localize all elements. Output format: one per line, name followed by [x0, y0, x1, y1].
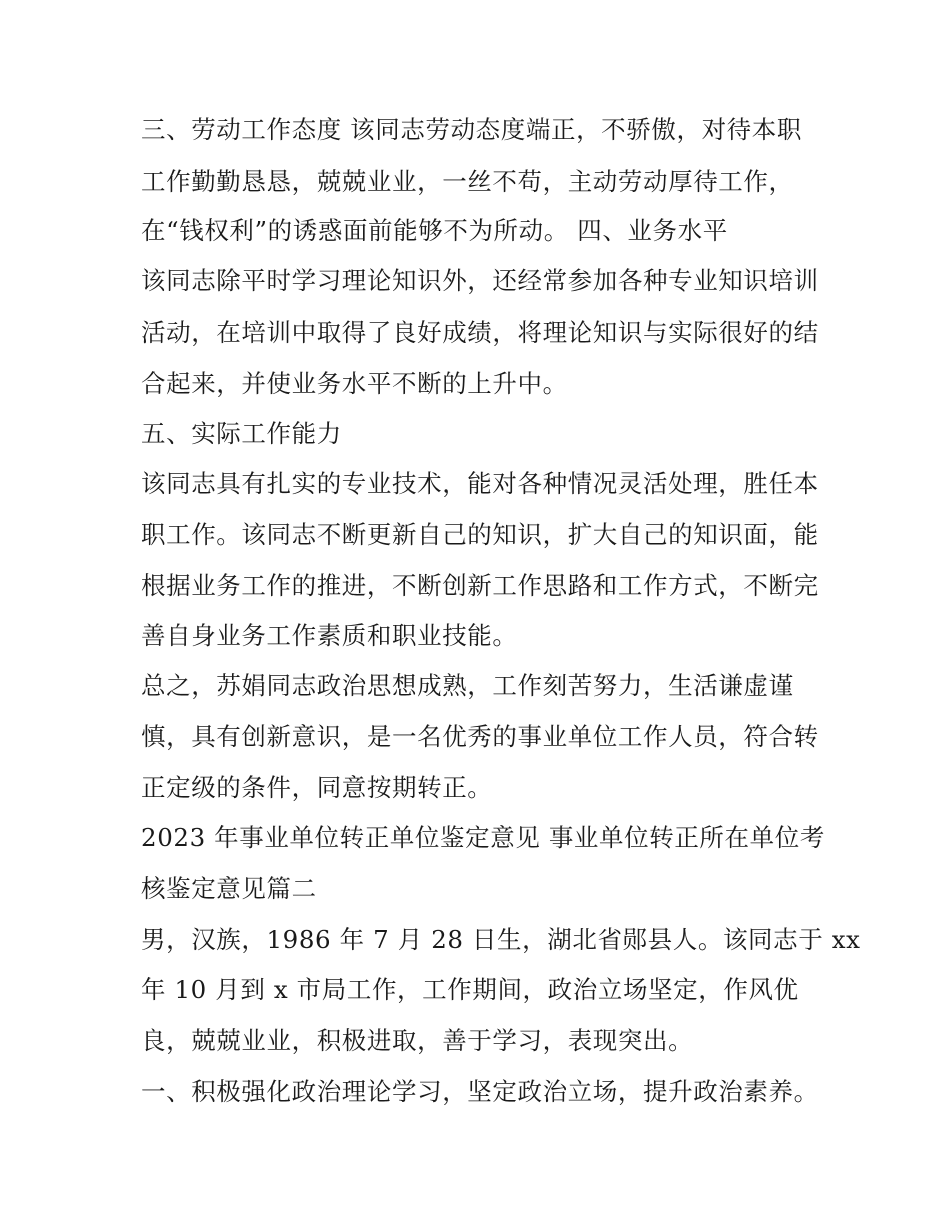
text-line: 工作勤勤恳恳，兢兢业业，一丝不苟，主动劳动厚待工作， [141, 167, 794, 196]
text-line: 合起来，并使业务水平不断的上升中。 [141, 369, 568, 398]
text-line: 善自身业务工作素质和职业技能。 [141, 621, 518, 650]
text-line: 该同志除平时学习理论知识外，还经常参加各种专业知识培训 [141, 266, 819, 295]
text-line: 在“钱权利”的诱惑面前能够不为所动。 四、业务水平 [141, 216, 728, 245]
text-line: 正定级的条件，同意按期转正。 [141, 773, 493, 802]
text-line: 总之，苏娟同志政治思想成熟，工作刻苦努力，生活谦虚谨 [141, 671, 794, 700]
text-line: 良，兢兢业业，积极进取，善于学习，表现突出。 [141, 1026, 694, 1055]
section-heading: 五、实际工作能力 [141, 419, 342, 448]
article-title: 核鉴定意见篇二 [141, 874, 317, 903]
section-heading: 一、积极强化政治理论学习，坚定政治立场，提升政治素养。 [141, 1077, 819, 1106]
text-line: 年 10 月到 x 市局工作，工作期间，政治立场坚定，作风优 [141, 975, 799, 1004]
text-line: 男，汉族，1986 年 7 月 28 日生，湖北省郧县人。该同志于 xx [141, 925, 861, 954]
text-line: 慎，具有创新意识，是一名优秀的事业单位工作人员，符合转 [141, 722, 819, 751]
text-line: 职工作。该同志不断更新自己的知识，扩大自己的知识面，能 [141, 520, 819, 549]
text-line: 该同志具有扎实的专业技术，能对各种情况灵活处理，胜任本 [141, 469, 819, 498]
text-line: 三、劳动工作态度 该同志劳动态度端正，不骄傲，对待本职 [141, 115, 802, 144]
text-line: 活动，在培训中取得了良好成绩，将理论知识与实际很好的结 [141, 318, 819, 347]
text-line: 根据业务工作的推进，不断创新工作思路和工作方式，不断完 [141, 571, 819, 600]
article-title: 2023 年事业单位转正单位鉴定意见 事业单位转正所在单位考 [141, 823, 825, 852]
